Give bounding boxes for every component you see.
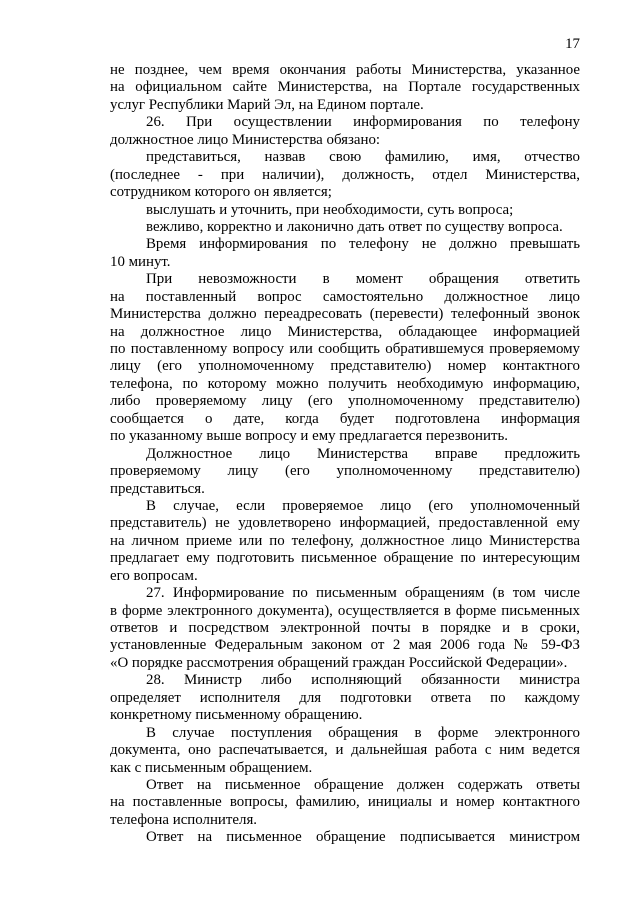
text-line: услуг Республики Марий Эл, на Едином портале. xyxy=(110,96,424,113)
paragraph-26 xyxy=(110,114,580,149)
text-line: Ответ на письменное обращение подписывается министром xyxy=(146,829,580,846)
text-line: «О порядке рассмотрения обращений граждан Российской Федерации». xyxy=(110,654,568,671)
text-line: должностное лицо Министерства обязано: xyxy=(110,131,381,148)
text-line: по указанному выше вопросу и ему предлагается перезвонить. xyxy=(110,428,508,445)
text-line: В случае, если проверяемое лицо (его уполномоченный xyxy=(146,497,580,514)
text-line: Должностное лицо Министерства вправе предложить xyxy=(146,445,580,462)
paragraph-28 xyxy=(110,672,580,724)
text-line: Время информирования по телефону не должно превышать xyxy=(146,236,580,253)
text-line: В случае поступления обращения в форме электронного xyxy=(146,724,580,741)
text-line: телефона исполнителя. xyxy=(110,811,258,828)
paragraph-redirect xyxy=(110,271,580,445)
paragraph-electronic xyxy=(110,725,580,777)
text-line: При невозможности в момент обращения ответить xyxy=(146,271,580,288)
text-line: на личном приеме или по телефону, должностное лицо Министерства xyxy=(110,532,580,549)
paragraph-dissatisfied xyxy=(110,498,580,585)
text-line: сотрудником которого он является; xyxy=(110,184,332,201)
text-line: Министерства должно переадресовать (перевести) телефонный звонок xyxy=(110,306,580,323)
text-line: 27. Информирование по письменным обращениям (в том числе xyxy=(146,585,580,602)
text-line: 26. При осуществлении информирования по телефону xyxy=(146,114,580,131)
paragraph-signature xyxy=(110,829,580,846)
text-line: выслушать и уточнить, при необходимости, суть вопроса; xyxy=(146,201,514,218)
text-line: проверяемому лицу (его уполномоченному представителю) xyxy=(110,463,580,480)
text-line: как с письменным обращением. xyxy=(110,759,313,776)
text-line: на официальном сайте Министерства, на Портале государственных xyxy=(110,79,580,96)
text-line: либо проверяемому лицу (его уполномоченному представителю) xyxy=(110,393,580,410)
text-line: документа, оно распечатывается, и дальнейшая работа с ним ведется xyxy=(110,742,580,759)
paragraph-answer-content xyxy=(110,777,580,829)
list-item-introduce xyxy=(110,149,580,201)
text-line: не позднее, чем время окончания работы Министерства, указанное xyxy=(110,62,580,78)
text-line: 10 минут. xyxy=(110,253,171,270)
text-line: лицу (его уполномоченному представителю) номер контактного xyxy=(110,358,580,375)
text-line: конкретному письменному обращению. xyxy=(110,707,363,724)
text-line: представитель) не удовлетворено информацией, предоставленной ему xyxy=(110,515,580,532)
paragraph-introduce-request xyxy=(110,446,580,498)
text-line: ответов и посредством электронной почты в порядке и в сроки, xyxy=(110,620,580,636)
text-line: телефона, по которому можно получить необходимую информацию, xyxy=(110,375,580,392)
paragraph-27 xyxy=(110,585,580,672)
text-line: сообщается о дате, когда будет подготовлена информация xyxy=(110,410,580,427)
text-line: определяет исполнителя для подготовки ответа по каждому xyxy=(110,689,580,706)
paragraph-time-limit xyxy=(110,236,580,271)
text-line: представиться. xyxy=(110,480,205,497)
text-line: по поставленному вопросу или сообщить обратившемуся проверяемому xyxy=(110,341,580,357)
page-number: 17 xyxy=(565,36,580,52)
document-body xyxy=(110,62,580,847)
text-line: Ответ на письменное обращение должен содержать ответы xyxy=(146,776,580,793)
text-line: (последнее - при наличии), должность, отдел Министерства, xyxy=(110,166,580,183)
text-line: 28. Министр либо исполняющий обязанности министра xyxy=(146,672,580,689)
list-item-listen xyxy=(110,202,580,219)
text-line: установленные Федеральным законом от 2 мая 2006 года № 59-ФЗ xyxy=(110,637,580,654)
paragraph-continuation xyxy=(110,62,580,114)
text-line: представиться, назвав свою фамилию, имя, отчество xyxy=(146,149,580,166)
text-line: предлагает ему подготовить письменное обращение по интересующим xyxy=(110,550,580,567)
text-line: на поставленные вопросы, фамилию, инициалы и номер контактного xyxy=(110,794,580,811)
list-item-answer xyxy=(110,219,580,236)
text-line: его вопросам. xyxy=(110,567,198,584)
text-line: вежливо, корректно и лаконично дать ответ по существу вопроса. xyxy=(146,218,563,235)
text-line: на поставленный вопрос самостоятельно должностное лицо xyxy=(110,288,580,305)
text-line: на должностное лицо Министерства, обладающее информацией xyxy=(110,323,580,340)
text-line: в форме электронного документа), осуществляется в форме письменных xyxy=(110,602,580,619)
